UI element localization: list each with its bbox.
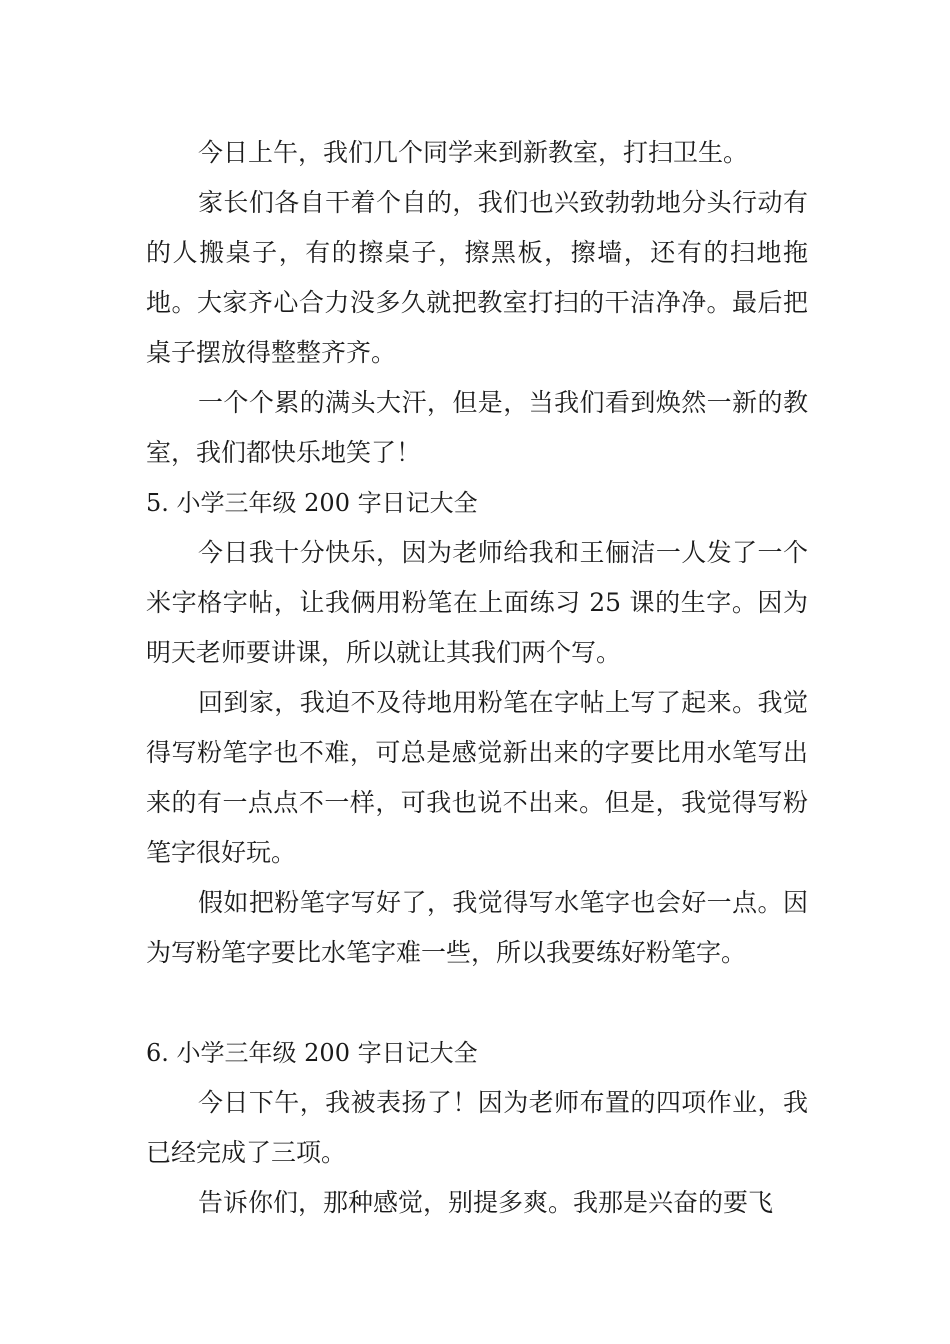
paragraph: 今日我十分快乐，因为老师给我和王俪洁一人发了一个米字格字帖，让我俩用粉笔在上面练习 25 课的生字。因为明天老师要讲课，所以就让其我们两个写。 (146, 538, 808, 667)
diary-section-6 (146, 1028, 808, 1228)
diary-section-5 (146, 478, 808, 978)
section-heading: 6. 小学三年级 200 字日记大全 (146, 1039, 478, 1067)
section-heading: 5. 小学三年级 200 字日记大全 (146, 489, 478, 517)
paragraph: 告诉你们，那种感觉，别提多爽。我那是兴奋的要飞 (198, 1188, 774, 1217)
paragraph: 回到家，我迫不及待地用粉笔在字帖上写了起来。我觉得写粉笔字也不难，可总是感觉新出来的字要比用水笔写出来的有一点点不一样，可我也说不出来。但是，我觉得写粉笔字很好玩。 (146, 688, 808, 867)
section-spacer (146, 978, 808, 1028)
paragraph: 家长们各自干着个自的，我们也兴致勃勃地分头行动有的人搬桌子，有的擦桌子，擦黑板，擦墙，还有的扫地拖地。大家齐心合力没多久就把教室打扫的干洁净净。最后把桌子摆放得整整齐齐。 (146, 188, 808, 367)
paragraph: 假如把粉笔字写好了，我觉得写水笔字也会好一点。因为写粉笔字要比水笔字难一些，所以我要练好粉笔字。 (146, 888, 808, 967)
document-page (146, 128, 808, 1228)
paragraph: 今日下午，我被表扬了！因为老师布置的四项作业，我已经完成了三项。 (146, 1088, 808, 1167)
paragraph: 一个个累的满头大汗，但是，当我们看到焕然一新的教室，我们都快乐地笑了！ (146, 388, 808, 467)
paragraph: 今日上午，我们几个同学来到新教室，打扫卫生。 (198, 138, 749, 167)
diary-section-4 (146, 128, 808, 478)
